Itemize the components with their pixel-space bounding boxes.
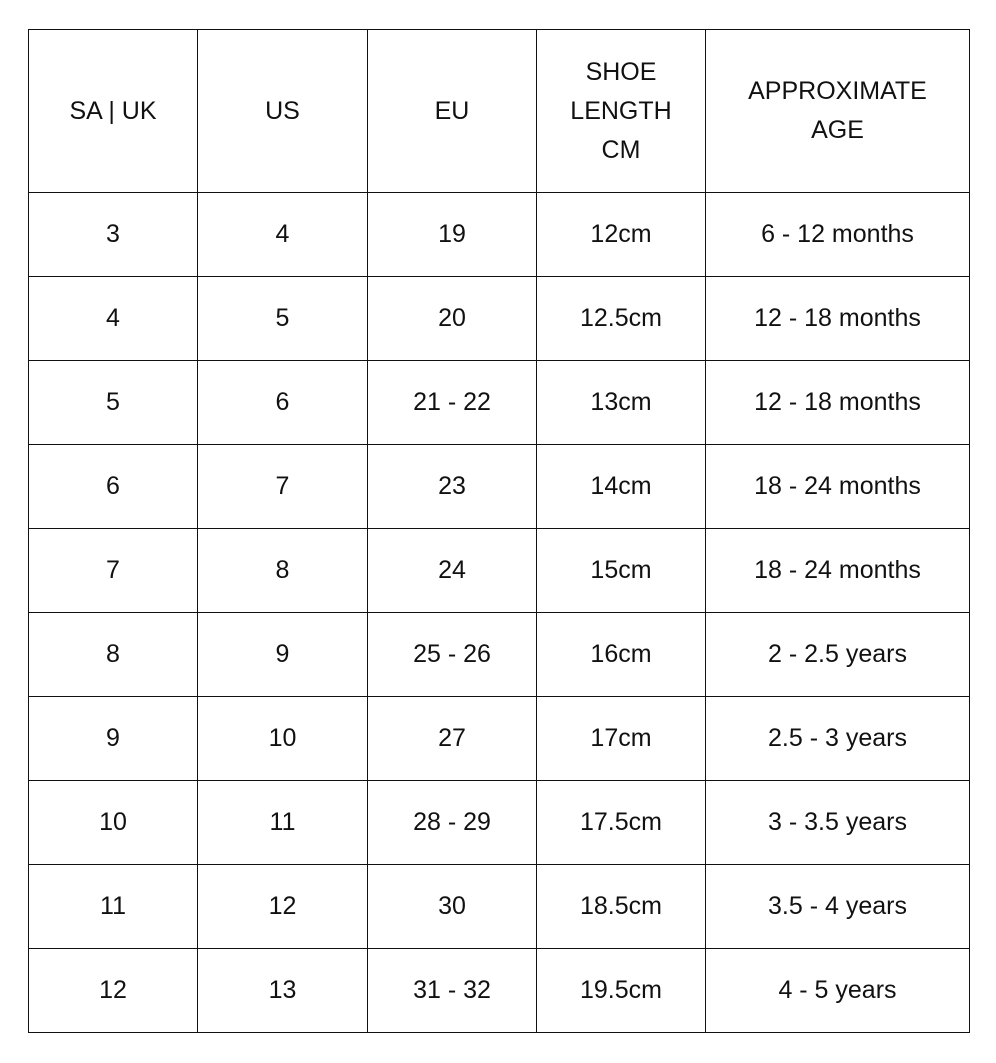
cell-approximate-age: 2 - 2.5 years <box>706 613 970 697</box>
table-row <box>29 781 970 865</box>
table-row <box>29 865 970 949</box>
cell-shoe-length: 14cm <box>537 445 706 529</box>
cell-us: 8 <box>198 529 368 613</box>
cell-sa-uk: 5 <box>29 361 198 445</box>
table-row <box>29 613 970 697</box>
header-label: US <box>265 96 300 125</box>
cell-eu: 31 - 32 <box>368 949 537 1033</box>
cell-sa-uk: 11 <box>29 865 198 949</box>
header-label: SA | UK <box>69 96 157 125</box>
cell-shoe-length: 16cm <box>537 613 706 697</box>
header-eu <box>368 30 537 193</box>
cell-approximate-age: 3 - 3.5 years <box>706 781 970 865</box>
cell-eu: 30 <box>368 865 537 949</box>
cell-eu: 24 <box>368 529 537 613</box>
cell-us: 5 <box>198 277 368 361</box>
header-us <box>198 30 368 193</box>
cell-shoe-length: 12cm <box>537 193 706 277</box>
cell-sa-uk: 6 <box>29 445 198 529</box>
table-row <box>29 445 970 529</box>
cell-sa-uk: 7 <box>29 529 198 613</box>
cell-sa-uk: 12 <box>29 949 198 1033</box>
cell-shoe-length: 15cm <box>537 529 706 613</box>
cell-eu: 23 <box>368 445 537 529</box>
cell-us: 4 <box>198 193 368 277</box>
cell-shoe-length: 13cm <box>537 361 706 445</box>
header-label: SHOE LENGTH CM <box>570 57 672 164</box>
cell-us: 7 <box>198 445 368 529</box>
table-row <box>29 529 970 613</box>
cell-us: 13 <box>198 949 368 1033</box>
cell-shoe-length: 19.5cm <box>537 949 706 1033</box>
cell-shoe-length: 18.5cm <box>537 865 706 949</box>
header-row <box>29 30 970 193</box>
cell-us: 10 <box>198 697 368 781</box>
table-row <box>29 193 970 277</box>
cell-approximate-age: 3.5 - 4 years <box>706 865 970 949</box>
header-approximate-age <box>706 30 970 193</box>
cell-approximate-age: 2.5 - 3 years <box>706 697 970 781</box>
header-label: APPROXIMATE AGE <box>748 77 927 144</box>
cell-eu: 28 - 29 <box>368 781 537 865</box>
size-chart-table <box>28 29 970 1033</box>
cell-us: 11 <box>198 781 368 865</box>
cell-shoe-length: 17cm <box>537 697 706 781</box>
cell-sa-uk: 10 <box>29 781 198 865</box>
cell-approximate-age: 4 - 5 years <box>706 949 970 1033</box>
cell-sa-uk: 8 <box>29 613 198 697</box>
cell-approximate-age: 12 - 18 months <box>706 361 970 445</box>
cell-approximate-age: 12 - 18 months <box>706 277 970 361</box>
table-row <box>29 277 970 361</box>
cell-eu: 25 - 26 <box>368 613 537 697</box>
header-shoe-length <box>537 30 706 193</box>
cell-us: 9 <box>198 613 368 697</box>
header-label: EU <box>434 96 470 125</box>
cell-sa-uk: 3 <box>29 193 198 277</box>
cell-eu: 19 <box>368 193 537 277</box>
header-sa-uk <box>29 30 198 193</box>
table-row <box>29 949 970 1033</box>
cell-approximate-age: 18 - 24 months <box>706 445 970 529</box>
cell-eu: 21 - 22 <box>368 361 537 445</box>
cell-sa-uk: 4 <box>29 277 198 361</box>
cell-sa-uk: 9 <box>29 697 198 781</box>
table-row <box>29 361 970 445</box>
cell-eu: 20 <box>368 277 537 361</box>
cell-us: 6 <box>198 361 368 445</box>
cell-shoe-length: 12.5cm <box>537 277 706 361</box>
cell-eu: 27 <box>368 697 537 781</box>
cell-us: 12 <box>198 865 368 949</box>
table-row <box>29 697 970 781</box>
cell-approximate-age: 6 - 12 months <box>706 193 970 277</box>
cell-approximate-age: 18 - 24 months <box>706 529 970 613</box>
cell-shoe-length: 17.5cm <box>537 781 706 865</box>
